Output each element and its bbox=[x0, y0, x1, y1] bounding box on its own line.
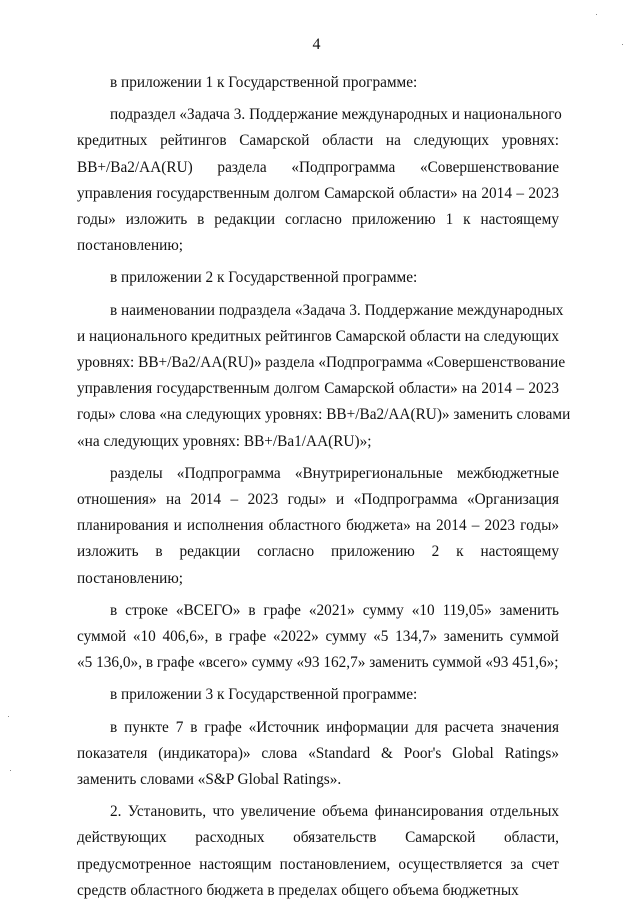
scan-speck bbox=[622, 44, 623, 45]
text-line: постановлению; bbox=[77, 569, 183, 587]
paragraph bbox=[77, 102, 562, 259]
text-line: в приложении 3 к Государственной программе: bbox=[110, 686, 418, 704]
document-body bbox=[77, 70, 571, 904]
text-line: в приложении 1 к Государственной программе: bbox=[110, 74, 418, 91]
text-line: годы» изложить в редакции согласно приложению 1 к настоящему bbox=[77, 211, 559, 229]
paragraph bbox=[77, 682, 559, 708]
text-line: в пункте 7 в графе «Источник информации для расчета значения bbox=[110, 718, 559, 736]
text-line: подраздел «Задача 3. Поддержание международных и национального bbox=[110, 106, 562, 124]
text-line: «5 136,0», в графе «всего» сумму «93 162,7» заменить суммой «93 451,6»; bbox=[77, 654, 559, 672]
text-line: «на следующих уровнях: BB+/Ba1/AA(RU)»; bbox=[77, 432, 372, 450]
text-line: уровнях: BB+/Ba2/AA(RU)» раздела «Подпрограмма «Совершенствование bbox=[77, 354, 566, 372]
text-line: 2. Установить, что увеличение объема финансирования отдельных bbox=[110, 803, 559, 821]
text-line: заменить словами «S&P Global Ratings». bbox=[77, 771, 342, 789]
text-line: планирования и исполнения областного бюджета» на 2014 – 2023 годы» bbox=[77, 517, 559, 535]
text-line: в приложении 2 к Государственной программе: bbox=[110, 269, 418, 287]
text-line: разделы «Подпрограмма «Внутрирегиональные межбюджетные bbox=[110, 464, 559, 482]
text-line: предусмотренное настоящим постановлением, осуществляется за счет bbox=[77, 855, 559, 873]
paragraph bbox=[77, 598, 559, 677]
paragraph bbox=[77, 715, 559, 794]
paragraph bbox=[77, 298, 571, 455]
text-line: управления государственным долгом Самарской области» на 2014 – 2023 bbox=[77, 184, 559, 202]
scan-speck bbox=[8, 716, 9, 717]
page-number: 4 bbox=[312, 36, 321, 53]
text-line: в строке «ВСЕГО» в графе «2021» сумму «10 119,05» заменить bbox=[110, 601, 559, 619]
paragraph bbox=[77, 461, 559, 592]
text-line: управления государственным долгом Самарской области» на 2014 – 2023 bbox=[77, 380, 559, 398]
paragraph bbox=[77, 70, 559, 96]
text-line: кредитных рейтингов Самарской области на следующих уровнях: bbox=[77, 132, 559, 150]
text-line: BB+/Ba2/AA(RU) раздела «Подпрограмма «Совершенствование bbox=[77, 158, 559, 176]
scan-speck bbox=[10, 770, 11, 771]
text-line: постановлению; bbox=[77, 237, 183, 255]
paragraph bbox=[77, 265, 559, 291]
text-line: отношения» на 2014 – 2023 годы» и «Подпрограмма «Организация bbox=[77, 491, 559, 509]
scan-speck bbox=[596, 14, 597, 15]
text-line: показателя (индикатора)» слова «Standard & Poor's Global Ratings» bbox=[77, 744, 559, 762]
text-line: средств областного бюджета в пределах общего объема бюджетных bbox=[77, 881, 519, 899]
text-line: и национального кредитных рейтингов Самарской области на следующих bbox=[77, 327, 559, 345]
text-line: действующих расходных обязательств Самарской области, bbox=[77, 829, 559, 847]
text-line: годы» слова «на следующих уровнях: BB+/Ba2/AA(RU)» заменить словами bbox=[77, 406, 571, 424]
paragraph bbox=[77, 799, 559, 904]
text-line: в наименовании подраздела «Задача 3. Поддержание международных bbox=[110, 301, 564, 319]
text-line: суммой «10 406,6», в графе «2022» сумму «5 134,7» заменить суммой bbox=[77, 628, 559, 646]
text-line: изложить в редакции согласно приложению 2 к настоящему bbox=[77, 543, 559, 561]
